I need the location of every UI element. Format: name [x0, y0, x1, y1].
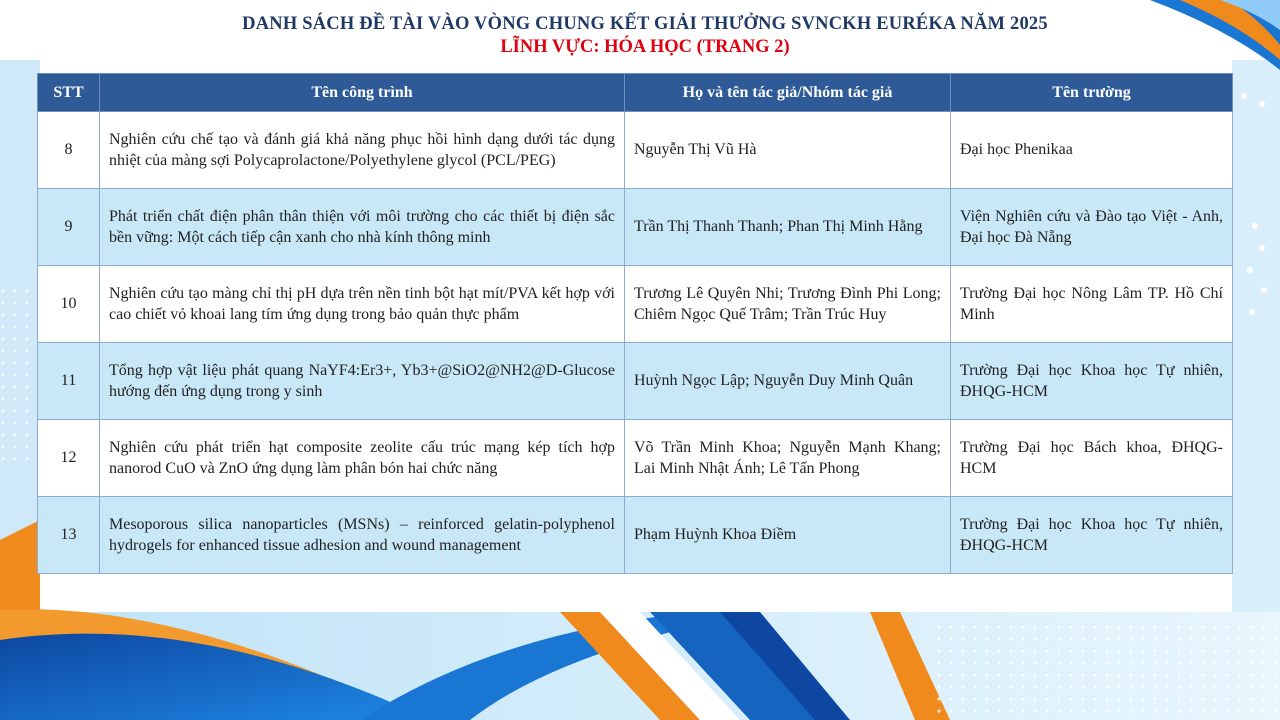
table-row	[38, 420, 1233, 497]
cell-authors: Trương Lê Quyên Nhi; Trương Đình Phi Long; Chiêm Ngọc Quế Trâm; Trần Trúc Huy	[625, 266, 951, 343]
cell-authors: Phạm Huỳnh Khoa Điềm	[625, 497, 951, 574]
table-row	[38, 112, 1233, 189]
cell-work: Mesoporous silica nanoparticles (MSNs) – reinforced gelatin-polyphenol hydrogels for enhanced tissue adhesion and wound management	[100, 497, 625, 574]
column-header-school: Tên trường	[951, 74, 1233, 112]
cell-work: Nghiên cứu chế tạo và đánh giá khả năng phục hồi hình dạng dưới tác dụng nhiệt của màng sợi Polycaprolactone/Polyethylene glycol (PCL/PEG)	[100, 112, 625, 189]
cell-school: Trường Đại học Nông Lâm TP. Hồ Chí Minh	[951, 266, 1233, 343]
cell-stt: 11	[38, 343, 100, 420]
cell-stt: 13	[38, 497, 100, 574]
cell-school: Trường Đại học Bách khoa, ĐHQG-HCM	[951, 420, 1233, 497]
cell-authors: Nguyễn Thị Vũ Hà	[625, 112, 951, 189]
cell-work: Nghiên cứu tạo màng chỉ thị pH dựa trên nền tinh bột hạt mít/PVA kết hợp với cao chiết vỏ khoai lang tím ứng dụng trong bảo quản thực phẩm	[100, 266, 625, 343]
table-row	[38, 343, 1233, 420]
table-row	[38, 189, 1233, 266]
cell-work: Nghiên cứu phát triển hạt composite zeolite cấu trúc mạng kép tích hợp nanorod CuO và ZnO ứng dụng làm phân bón hai chức năng	[100, 420, 625, 497]
cell-stt: 10	[38, 266, 100, 343]
finalist-table	[37, 73, 1233, 574]
table-header-row	[38, 74, 1233, 112]
table-row	[38, 266, 1233, 343]
cell-stt: 9	[38, 189, 100, 266]
page-title: DANH SÁCH ĐỀ TÀI VÀO VÒNG CHUNG KẾT GIẢI THƯỞNG SVNCKH EURÉKA NĂM 2025	[242, 14, 1048, 34]
title-block	[0, 12, 1280, 58]
cell-school: Đại học Phenikaa	[951, 112, 1233, 189]
page-subtitle: LĨNH VỰC: HÓA HỌC (TRANG 2)	[500, 37, 790, 57]
cell-work: Tổng hợp vật liệu phát quang NaYF4:Er3+, Yb3+@SiO2@NH2@D-Glucose hướng đến ứng dụng trong y sinh	[100, 343, 625, 420]
cell-authors: Võ Trần Minh Khoa; Nguyễn Mạnh Khang; Lai Minh Nhật Ánh; Lê Tấn Phong	[625, 420, 951, 497]
cell-school: Trường Đại học Khoa học Tự nhiên, ĐHQG-HCM	[951, 497, 1233, 574]
cell-school: Trường Đại học Khoa học Tự nhiên, ĐHQG-HCM	[951, 343, 1233, 420]
cell-work: Phát triển chất điện phân thân thiện với môi trường cho các thiết bị điện sắc bền vững: Một cách tiếp cận xanh cho nhà kính thông minh	[100, 189, 625, 266]
table-row	[38, 497, 1233, 574]
column-header-work: Tên công trình	[100, 74, 625, 112]
cell-stt: 8	[38, 112, 100, 189]
column-header-authors: Họ và tên tác giả/Nhóm tác giả	[625, 74, 951, 112]
column-header-stt: STT	[38, 74, 100, 112]
cell-school: Viện Nghiên cứu và Đào tạo Việt - Anh, Đại học Đà Nẵng	[951, 189, 1233, 266]
cell-stt: 12	[38, 420, 100, 497]
cell-authors: Trần Thị Thanh Thanh; Phan Thị Minh Hằng	[625, 189, 951, 266]
cell-authors: Huỳnh Ngọc Lập; Nguyễn Duy Minh Quân	[625, 343, 951, 420]
